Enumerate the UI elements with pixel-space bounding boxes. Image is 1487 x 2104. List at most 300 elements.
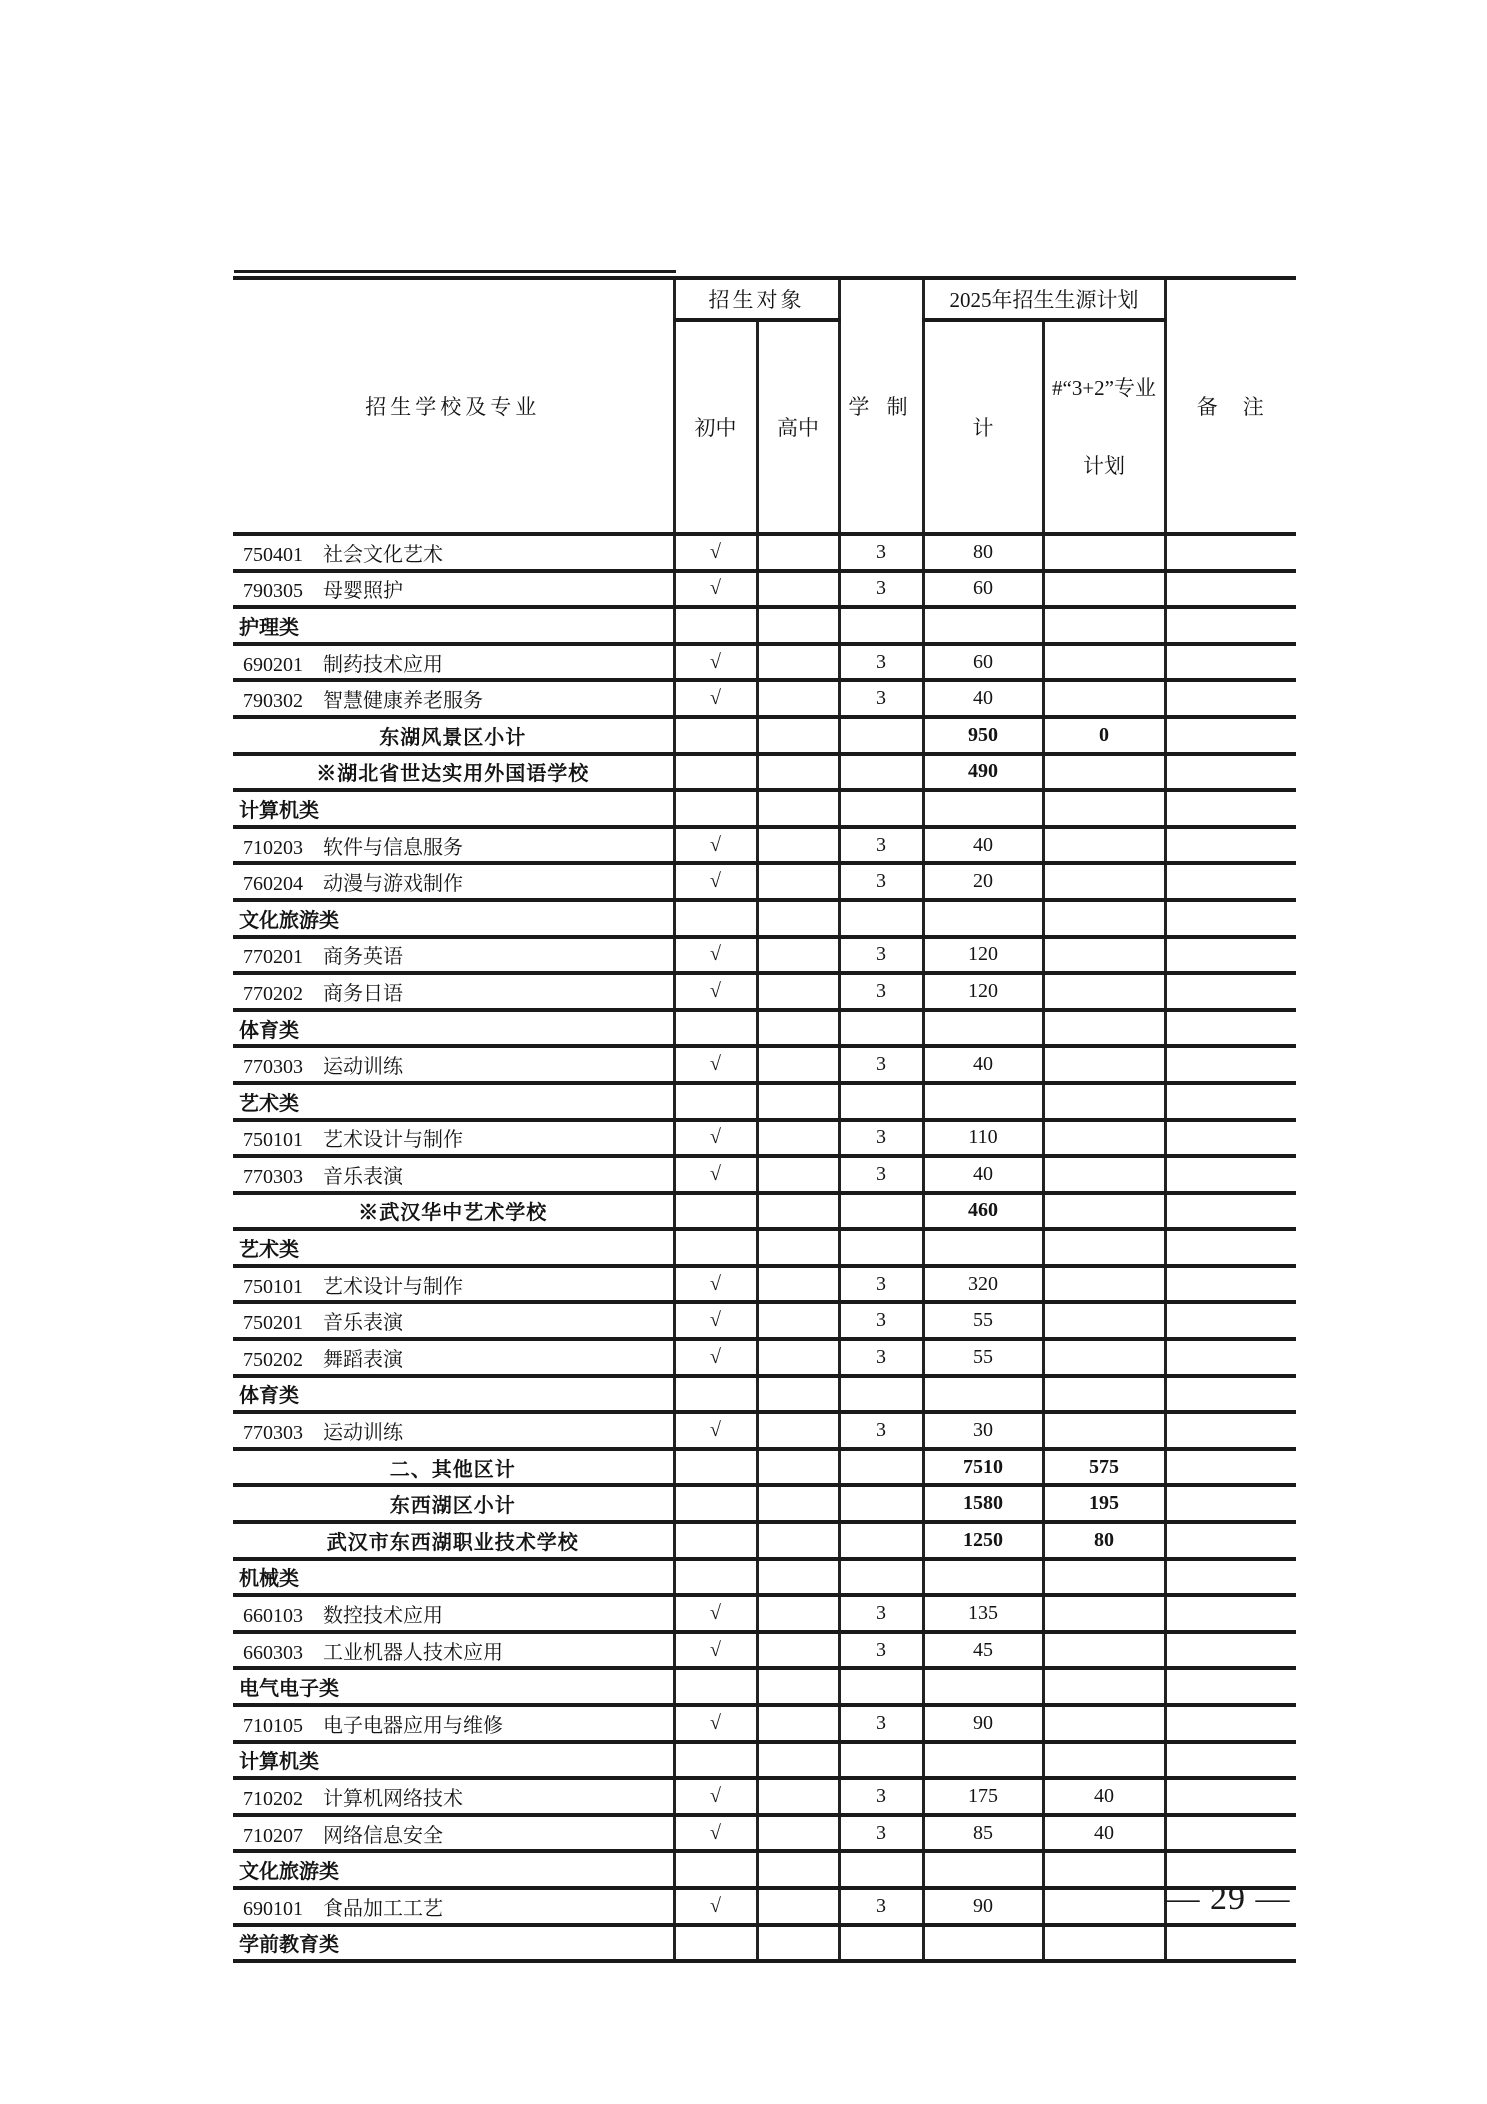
table-row: [233, 1229, 1296, 1266]
table-row: [233, 1083, 1296, 1120]
major-name-cell: 770303 运动训练: [233, 1412, 674, 1449]
total-cell: [923, 1925, 1043, 1962]
senior-cell: [757, 1120, 839, 1157]
total-cell: [923, 1229, 1043, 1266]
junior-check-cell: √: [674, 827, 757, 864]
junior-check-cell: √: [674, 1046, 757, 1083]
junior-check-cell: √: [674, 1302, 757, 1339]
duration-cell: [839, 717, 923, 754]
duration-cell: 3: [839, 534, 923, 571]
plan32-cell: [1043, 937, 1165, 974]
category-name-cell: 艺术类: [233, 1229, 674, 1266]
duration-cell: 3: [839, 1705, 923, 1742]
table-row: [233, 1302, 1296, 1339]
total-cell: [923, 790, 1043, 827]
junior-check-cell: √: [674, 1120, 757, 1157]
subtotal-name-cell: ※武汉华中艺术学校: [233, 1193, 674, 1230]
total-cell: 320: [923, 1266, 1043, 1303]
remark-cell: [1165, 1412, 1296, 1449]
remark-cell: [1165, 1156, 1296, 1193]
senior-cell: [757, 1266, 839, 1303]
table-row: [233, 937, 1296, 974]
table-row: [233, 1668, 1296, 1705]
senior-cell: [757, 1449, 839, 1486]
duration-cell: 3: [839, 1595, 923, 1632]
junior-check-cell: √: [674, 973, 757, 1010]
plan32-cell: [1043, 607, 1165, 644]
plan32-cell: 0: [1043, 717, 1165, 754]
major-name-cell: 770201 商务英语: [233, 937, 674, 974]
duration-cell: 3: [839, 973, 923, 1010]
duration-cell: [839, 1668, 923, 1705]
remark-cell: [1165, 717, 1296, 754]
junior-check-cell: √: [674, 937, 757, 974]
table-row: [233, 717, 1296, 754]
table-row: [233, 1046, 1296, 1083]
remark-cell: [1165, 1339, 1296, 1376]
junior-check-cell: [674, 1522, 757, 1559]
plan32-cell: [1043, 1595, 1165, 1632]
duration-cell: 3: [839, 644, 923, 681]
junior-check-cell: √: [674, 1595, 757, 1632]
duration-cell: [839, 1010, 923, 1047]
major-name-cell: 750202 舞蹈表演: [233, 1339, 674, 1376]
senior-cell: [757, 1705, 839, 1742]
total-cell: 490: [923, 754, 1043, 791]
plan32-cell: [1043, 534, 1165, 571]
junior-check-cell: √: [674, 1266, 757, 1303]
plan32-cell: [1043, 1193, 1165, 1230]
senior-cell: [757, 1632, 839, 1669]
remark-cell: [1165, 1925, 1296, 1962]
senior-cell: [757, 937, 839, 974]
header-senior-high: 高中: [757, 320, 839, 534]
duration-cell: 3: [839, 571, 923, 608]
page-number: — 29 —: [1165, 1880, 1291, 1917]
header-junior-middle: 初中: [674, 320, 757, 534]
remark-cell: [1165, 1046, 1296, 1083]
total-cell: [923, 1376, 1043, 1413]
total-cell: 40: [923, 1156, 1043, 1193]
remark-cell: [1165, 1302, 1296, 1339]
table-row: [233, 1815, 1296, 1852]
plan32-cell: [1043, 1412, 1165, 1449]
remark-cell: [1165, 863, 1296, 900]
major-name-cell: 750201 音乐表演: [233, 1302, 674, 1339]
subtotal-name-cell: ※湖北省世达实用外国语学校: [233, 754, 674, 791]
category-name-cell: 护理类: [233, 607, 674, 644]
remark-cell: [1165, 1705, 1296, 1742]
total-cell: 60: [923, 571, 1043, 608]
remark-cell: [1165, 534, 1296, 571]
senior-cell: [757, 1010, 839, 1047]
table-row: [233, 571, 1296, 608]
junior-check-cell: [674, 754, 757, 791]
remark-cell: [1165, 1229, 1296, 1266]
category-name-cell: 计算机类: [233, 790, 674, 827]
total-cell: 460: [923, 1193, 1043, 1230]
remark-cell: [1165, 1522, 1296, 1559]
plan32-cell: 40: [1043, 1778, 1165, 1815]
duration-cell: 3: [839, 680, 923, 717]
senior-cell: [757, 1046, 839, 1083]
junior-check-cell: √: [674, 1888, 757, 1925]
duration-cell: [839, 1522, 923, 1559]
plan32-cell: [1043, 1668, 1165, 1705]
senior-cell: [757, 1156, 839, 1193]
plan32-cell: [1043, 644, 1165, 681]
table-row: [233, 1120, 1296, 1157]
plan32-cell: [1043, 1046, 1165, 1083]
table-row: [233, 900, 1296, 937]
junior-check-cell: √: [674, 680, 757, 717]
senior-cell: [757, 900, 839, 937]
junior-check-cell: [674, 1559, 757, 1596]
table-row: [233, 863, 1296, 900]
duration-cell: [839, 1193, 923, 1230]
table-row: [233, 644, 1296, 681]
senior-cell: [757, 717, 839, 754]
senior-cell: [757, 680, 839, 717]
table-row: [233, 827, 1296, 864]
category-name-cell: 体育类: [233, 1010, 674, 1047]
senior-cell: [757, 1485, 839, 1522]
junior-check-cell: [674, 900, 757, 937]
remark-cell: [1165, 790, 1296, 827]
table-row: [233, 1412, 1296, 1449]
subtotal-name-cell: 二、其他区计: [233, 1449, 674, 1486]
duration-cell: 3: [839, 1632, 923, 1669]
plan32-cell: [1043, 571, 1165, 608]
plan32-cell: [1043, 1559, 1165, 1596]
remark-cell: [1165, 1742, 1296, 1779]
duration-cell: [839, 1851, 923, 1888]
total-cell: 80: [923, 534, 1043, 571]
remark-cell: [1165, 1778, 1296, 1815]
remark-cell: [1165, 1010, 1296, 1047]
total-cell: 90: [923, 1705, 1043, 1742]
plan32-cell: [1043, 863, 1165, 900]
remark-cell: [1165, 900, 1296, 937]
senior-cell: [757, 607, 839, 644]
major-name-cell: 770202 商务日语: [233, 973, 674, 1010]
remark-cell: [1165, 937, 1296, 974]
senior-cell: [757, 827, 839, 864]
total-cell: [923, 1083, 1043, 1120]
junior-check-cell: √: [674, 1156, 757, 1193]
total-cell: 30: [923, 1412, 1043, 1449]
header-row-1: [233, 278, 1296, 320]
senior-cell: [757, 1851, 839, 1888]
duration-cell: [839, 790, 923, 827]
duration-cell: [839, 754, 923, 791]
plan32-cell: [1043, 1888, 1165, 1925]
senior-cell: [757, 1559, 839, 1596]
remark-cell: [1165, 754, 1296, 791]
total-cell: [923, 1559, 1043, 1596]
total-cell: 1250: [923, 1522, 1043, 1559]
plan32-cell: [1043, 1266, 1165, 1303]
remark-cell: [1165, 1266, 1296, 1303]
junior-check-cell: [674, 1193, 757, 1230]
major-name-cell: 710105 电子电器应用与维修: [233, 1705, 674, 1742]
senior-cell: [757, 571, 839, 608]
category-name-cell: 学前教育类: [233, 1925, 674, 1962]
junior-check-cell: √: [674, 534, 757, 571]
junior-check-cell: [674, 1851, 757, 1888]
senior-cell: [757, 1668, 839, 1705]
major-name-cell: 690201 制药技术应用: [233, 644, 674, 681]
senior-cell: [757, 973, 839, 1010]
duration-cell: 3: [839, 1120, 923, 1157]
table-row: [233, 1851, 1296, 1888]
junior-check-cell: √: [674, 1632, 757, 1669]
plan32-cell: [1043, 1851, 1165, 1888]
table-row: [233, 790, 1296, 827]
junior-check-cell: √: [674, 571, 757, 608]
remark-cell: [1165, 607, 1296, 644]
junior-check-cell: [674, 717, 757, 754]
plan32-cell: [1043, 754, 1165, 791]
remark-cell: [1165, 1595, 1296, 1632]
table-row: [233, 1376, 1296, 1413]
remark-cell: [1165, 571, 1296, 608]
major-name-cell: 660303 工业机器人技术应用: [233, 1632, 674, 1669]
junior-check-cell: √: [674, 1412, 757, 1449]
junior-check-cell: [674, 1668, 757, 1705]
major-name-cell: 750101 艺术设计与制作: [233, 1120, 674, 1157]
junior-check-cell: [674, 607, 757, 644]
plan32-cell: [1043, 1010, 1165, 1047]
total-cell: [923, 1742, 1043, 1779]
total-cell: 55: [923, 1302, 1043, 1339]
table-row: [233, 1705, 1296, 1742]
duration-cell: 3: [839, 1339, 923, 1376]
plan32-cell: [1043, 1083, 1165, 1120]
subtotal-name-cell: 东西湖区小计: [233, 1485, 674, 1522]
category-name-cell: 艺术类: [233, 1083, 674, 1120]
duration-cell: [839, 900, 923, 937]
senior-cell: [757, 1412, 839, 1449]
table-row: [233, 1266, 1296, 1303]
category-name-cell: 电气电子类: [233, 1668, 674, 1705]
total-cell: [923, 607, 1043, 644]
senior-cell: [757, 534, 839, 571]
duration-cell: [839, 1742, 923, 1779]
header-plan-total: 计: [923, 320, 1043, 534]
major-name-cell: 710207 网络信息安全: [233, 1815, 674, 1852]
remark-cell: [1165, 680, 1296, 717]
senior-cell: [757, 1193, 839, 1230]
duration-cell: 3: [839, 1888, 923, 1925]
remark-cell: [1165, 973, 1296, 1010]
plan32-cell: [1043, 1705, 1165, 1742]
category-name-cell: 机械类: [233, 1559, 674, 1596]
duration-cell: [839, 1229, 923, 1266]
senior-cell: [757, 1083, 839, 1120]
senior-cell: [757, 863, 839, 900]
total-cell: 175: [923, 1778, 1043, 1815]
table-row: [233, 1925, 1296, 1962]
plan32-cell: [1043, 1302, 1165, 1339]
header-3plus2-line1: #“3+2”专业: [1052, 375, 1156, 400]
category-name-cell: 文化旅游类: [233, 1851, 674, 1888]
senior-cell: [757, 1778, 839, 1815]
plan32-cell: [1043, 1925, 1165, 1962]
table-row: [233, 1449, 1296, 1486]
header-school-major: 招生学校及专业: [233, 278, 674, 534]
total-cell: 85: [923, 1815, 1043, 1852]
category-name-cell: 计算机类: [233, 1742, 674, 1779]
plan32-cell: [1043, 1632, 1165, 1669]
total-cell: 55: [923, 1339, 1043, 1376]
senior-cell: [757, 1376, 839, 1413]
plan32-cell: [1043, 1339, 1165, 1376]
total-cell: 1580: [923, 1485, 1043, 1522]
table-row: [233, 1888, 1296, 1925]
junior-check-cell: [674, 790, 757, 827]
remark-cell: [1165, 1668, 1296, 1705]
junior-check-cell: √: [674, 1778, 757, 1815]
total-cell: 90: [923, 1888, 1043, 1925]
major-name-cell: 710202 计算机网络技术: [233, 1778, 674, 1815]
plan32-cell: [1043, 900, 1165, 937]
plan32-cell: 195: [1043, 1485, 1165, 1522]
duration-cell: 3: [839, 1412, 923, 1449]
duration-cell: 3: [839, 863, 923, 900]
total-cell: [923, 900, 1043, 937]
table-row: [233, 1485, 1296, 1522]
remark-cell: [1165, 644, 1296, 681]
category-name-cell: 体育类: [233, 1376, 674, 1413]
senior-cell: [757, 790, 839, 827]
senior-cell: [757, 1339, 839, 1376]
junior-check-cell: [674, 1485, 757, 1522]
category-name-cell: 文化旅游类: [233, 900, 674, 937]
junior-check-cell: [674, 1742, 757, 1779]
major-name-cell: 750401 社会文化艺术: [233, 534, 674, 571]
header-duration: 学 制: [839, 278, 923, 534]
remark-cell: [1165, 1815, 1296, 1852]
senior-cell: [757, 1925, 839, 1962]
plan32-cell: [1043, 790, 1165, 827]
table-row: [233, 1339, 1296, 1376]
duration-cell: 3: [839, 1302, 923, 1339]
total-cell: 135: [923, 1595, 1043, 1632]
total-cell: 120: [923, 973, 1043, 1010]
plan32-cell: 575: [1043, 1449, 1165, 1486]
major-name-cell: 660103 数控技术应用: [233, 1595, 674, 1632]
remark-cell: [1165, 1632, 1296, 1669]
total-cell: 7510: [923, 1449, 1043, 1486]
total-cell: 950: [923, 717, 1043, 754]
duration-cell: 3: [839, 1156, 923, 1193]
table-row: [233, 1778, 1296, 1815]
duration-cell: [839, 1485, 923, 1522]
major-name-cell: 760204 动漫与游戏制作: [233, 863, 674, 900]
junior-check-cell: √: [674, 1339, 757, 1376]
senior-cell: [757, 1302, 839, 1339]
junior-check-cell: [674, 1925, 757, 1962]
senior-cell: [757, 1888, 839, 1925]
senior-cell: [757, 1522, 839, 1559]
table-row: [233, 1632, 1296, 1669]
plan32-cell: [1043, 1120, 1165, 1157]
total-cell: [923, 1010, 1043, 1047]
major-name-cell: 770303 音乐表演: [233, 1156, 674, 1193]
total-cell: [923, 1851, 1043, 1888]
remark-cell: [1165, 1193, 1296, 1230]
total-cell: 40: [923, 827, 1043, 864]
duration-cell: [839, 1925, 923, 1962]
remark-cell: [1165, 1449, 1296, 1486]
duration-cell: [839, 1376, 923, 1413]
duration-cell: 3: [839, 1266, 923, 1303]
plan32-cell: 80: [1043, 1522, 1165, 1559]
subtotal-name-cell: 武汉市东西湖职业技术学校: [233, 1522, 674, 1559]
table-row: [233, 1559, 1296, 1596]
remark-cell: [1165, 1559, 1296, 1596]
total-cell: 40: [923, 1046, 1043, 1083]
duration-cell: 3: [839, 1778, 923, 1815]
table-row: [233, 973, 1296, 1010]
junior-check-cell: √: [674, 644, 757, 681]
table-row: [233, 754, 1296, 791]
total-cell: 120: [923, 937, 1043, 974]
header-3plus2-line2: 计划: [1083, 454, 1125, 479]
major-name-cell: 690101 食品加工工艺: [233, 1888, 674, 1925]
remark-cell: [1165, 1120, 1296, 1157]
duration-cell: 3: [839, 1815, 923, 1852]
table-header: [233, 278, 1296, 534]
table-row: [233, 1193, 1296, 1230]
table-row: [233, 534, 1296, 571]
total-cell: 45: [923, 1632, 1043, 1669]
major-name-cell: 790302 智慧健康养老服务: [233, 680, 674, 717]
senior-cell: [757, 1229, 839, 1266]
senior-cell: [757, 754, 839, 791]
plan32-cell: [1043, 1156, 1165, 1193]
junior-check-cell: [674, 1083, 757, 1120]
duration-cell: 3: [839, 1046, 923, 1083]
senior-cell: [757, 644, 839, 681]
table-row: [233, 607, 1296, 644]
table-body: [233, 534, 1296, 1961]
junior-check-cell: [674, 1376, 757, 1413]
table-row: [233, 1156, 1296, 1193]
plan32-cell: [1043, 827, 1165, 864]
total-cell: 20: [923, 863, 1043, 900]
header-enroll-target: 招生对象: [674, 278, 839, 320]
major-name-cell: 770303 运动训练: [233, 1046, 674, 1083]
duration-cell: 3: [839, 937, 923, 974]
table-row: [233, 1010, 1296, 1047]
total-cell: 60: [923, 644, 1043, 681]
plan32-cell: [1043, 680, 1165, 717]
duration-cell: [839, 1083, 923, 1120]
remark-cell: [1165, 1376, 1296, 1413]
total-cell: 110: [923, 1120, 1043, 1157]
plan32-cell: [1043, 1376, 1165, 1413]
total-cell: [923, 1668, 1043, 1705]
senior-cell: [757, 1742, 839, 1779]
junior-check-cell: [674, 1010, 757, 1047]
header-remark: 备 注: [1165, 278, 1296, 534]
remark-cell: [1165, 1083, 1296, 1120]
table-row: [233, 1522, 1296, 1559]
plan32-cell: 40: [1043, 1815, 1165, 1852]
major-name-cell: 710203 软件与信息服务: [233, 827, 674, 864]
